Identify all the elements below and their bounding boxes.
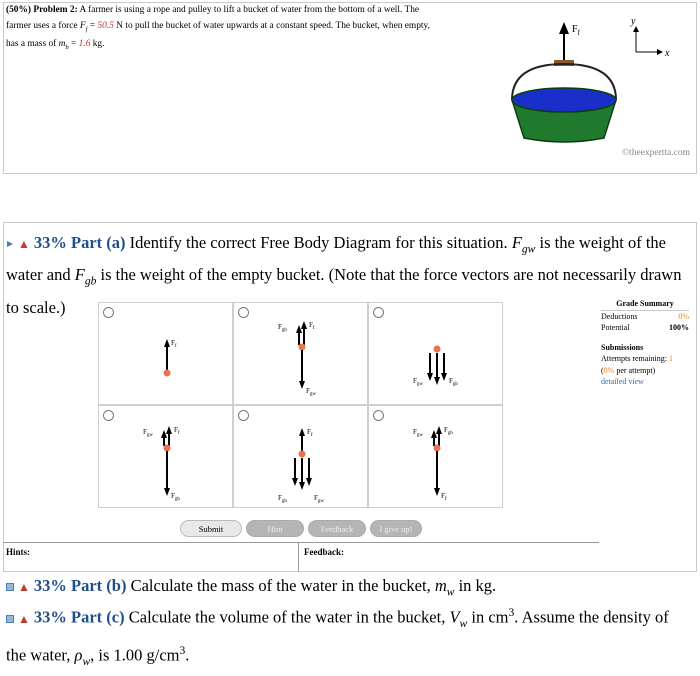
warning-icon: ▲ [18, 611, 30, 626]
axis-x-label: x [665, 48, 670, 59]
detailed-view-link[interactable]: detailed view [601, 377, 644, 386]
axes-icon [625, 14, 675, 59]
problem-statement: (50%) Problem 2: A farmer is using a rope and pulley to lift a bucket of water from the bottom of a well. The farmer uses a force $F_f = 50.5$ N to pull the bucket of water upwards at a constant speed. The bucket, when empty, has a mass of $m_b = 1.6$ kg. [6, 5, 430, 51]
expand-icon-b[interactable] [6, 583, 14, 591]
warning-icon: ▲ [18, 237, 30, 251]
part-a-text-1: Identify the correct Free Body Diagram for this situation. [125, 233, 512, 252]
part-c-text-1: Calculate the volume of the water in the bucket, [124, 607, 450, 627]
svg-text:Ff: $F_f$ [171, 339, 177, 349]
attempts-label: Attempts remaining: [601, 354, 669, 363]
expand-icon-c[interactable] [6, 615, 14, 623]
part-b-sub: w [446, 586, 455, 599]
radio-option-2[interactable] [238, 307, 249, 318]
force-symbol: F [79, 20, 86, 31]
part-c-sub-2: w [82, 655, 91, 668]
part-c-sym-2: ρ [74, 645, 83, 665]
fbd-option-1[interactable] [98, 302, 233, 405]
svg-text:Fgw: $F_{gw}$ [413, 377, 424, 387]
copyright-credit: ©theexpertta.com [621, 148, 690, 158]
problem-text-3: kg. [90, 38, 105, 49]
svg-text:Fgw: $F_{gw}$ [314, 494, 325, 504]
force-value: 50.5 [97, 20, 114, 31]
part-c-text-2: in cm [467, 607, 509, 627]
part-c-text-3: . Assume the density of the water, [6, 607, 669, 665]
per-attempt-label: per attempt) [614, 365, 656, 375]
mass-symbol: m [58, 38, 66, 49]
radio-option-3[interactable] [373, 307, 384, 318]
warning-icon: ▲ [18, 580, 30, 594]
svg-text:Ff: $F_f$ [174, 426, 180, 436]
part-c-head: 33% Part (c) [33, 607, 125, 627]
part-a-text-2: is the weight of the water and [6, 233, 666, 285]
part-a-head: 33% Part (a) [33, 233, 126, 252]
problem-text-1: A farmer is using a rope and pulley to lift a bucket of water from the bottom of a well. The farmer uses a force [6, 5, 420, 31]
svg-text:Fgb: $F_{gb}$ [449, 377, 458, 387]
potential-label: Potential [601, 323, 630, 332]
svg-text:Fgw: $F_{gw}$ [306, 387, 317, 397]
svg-text:Fgb: $F_{gb}$ [444, 426, 453, 436]
figure-force-label: $F_f$ [572, 24, 580, 37]
attempts-row [601, 353, 689, 365]
part-b-text-2: in kg. [454, 576, 497, 595]
submissions-title: Submissions [601, 342, 644, 352]
fbd-option-2[interactable] [233, 302, 368, 405]
fbd-option-4[interactable] [98, 405, 233, 508]
part-a-sub-1: gw [521, 243, 536, 256]
mass-sub: b [65, 43, 69, 51]
attempts-value: 1 [669, 354, 673, 363]
per-attempt-row: (0% per attempt) [601, 365, 656, 375]
part-c-sub: w [459, 617, 468, 630]
hint-button[interactable]: Hint [246, 520, 304, 537]
radio-option-4[interactable] [103, 410, 114, 421]
svg-text:Ff: $F_f$ [441, 492, 447, 502]
deductions-label: Deductions [601, 311, 638, 321]
part-c-text-4: , is 1.00 g/cm [90, 645, 180, 665]
problem-label: (50%) Problem 2: [6, 5, 78, 15]
svg-text:Fgb: $F_{gb}$ [278, 494, 287, 504]
radio-option-1[interactable] [103, 307, 114, 318]
potential-row [601, 322, 689, 334]
radio-option-6[interactable] [373, 410, 384, 421]
deductions-value: 0% [678, 311, 689, 321]
fbd-option-5[interactable] [233, 405, 368, 508]
part-c-sup-2: 3 [179, 644, 186, 657]
action-buttons [180, 520, 422, 537]
potential-value: 100% [669, 323, 689, 332]
part-b-head: 33% Part (b) [33, 576, 127, 595]
grade-summary [601, 298, 689, 388]
give-up-button[interactable]: I give up! [370, 520, 422, 537]
hints-feedback-bar [3, 542, 599, 572]
part-c-question[interactable] [6, 600, 692, 676]
bucket-figure [500, 12, 640, 142]
svg-text:Fgb: $F_{gb}$ [171, 492, 180, 502]
fbd-option-3[interactable] [368, 302, 503, 405]
feedback-button[interactable]: Feedback [308, 520, 366, 537]
grade-summary-title: Grade Summary [601, 298, 689, 311]
axis-y-label: y [631, 16, 636, 27]
part-c-text-5: . [185, 645, 190, 665]
part-a-sym-2: F [74, 265, 85, 285]
problem-text-2: N to pull the bucket of water upwards at a constant speed. The bucket, when empty, has a mass of [6, 20, 430, 49]
svg-text:Fgb: $F_{gb}$ [278, 323, 287, 333]
water-surface [512, 88, 616, 112]
fbd-option-6[interactable] [368, 405, 503, 508]
part-c-sup: 3 [508, 607, 515, 619]
svg-text:Ff: $F_f$ [309, 321, 315, 331]
fbd-options-grid [98, 302, 503, 531]
part-a-sym-1: F [511, 233, 522, 252]
part-b-sym: m [434, 576, 447, 595]
force-sub: f [85, 25, 88, 33]
expand-arrow-icon[interactable] [6, 240, 14, 248]
svg-text:Fgw: $F_{gw}$ [413, 428, 424, 438]
radio-option-5[interactable] [238, 410, 249, 421]
submit-button[interactable]: Submit [180, 520, 242, 537]
hints-label: Hints: [3, 543, 299, 572]
svg-text:Ff: $F_f$ [307, 428, 313, 438]
part-a-text-3: is the weight of the empty bucket. (Note that the force vectors are not necessarily drawn to scale.) [6, 265, 682, 317]
svg-text:Fgw: $F_{gw}$ [143, 428, 154, 438]
part-a-sub-2: gb [84, 275, 97, 288]
part-c-sym: V [449, 607, 460, 627]
deductions-row [601, 311, 689, 323]
feedback-label: Feedback: [304, 547, 344, 557]
part-b-text-1: Calculate the mass of the water in the bucket, [126, 576, 435, 595]
mass-value: 1.6 [78, 38, 91, 49]
per-attempt-pct: 0% [603, 365, 615, 375]
force-arrowhead [559, 22, 569, 34]
